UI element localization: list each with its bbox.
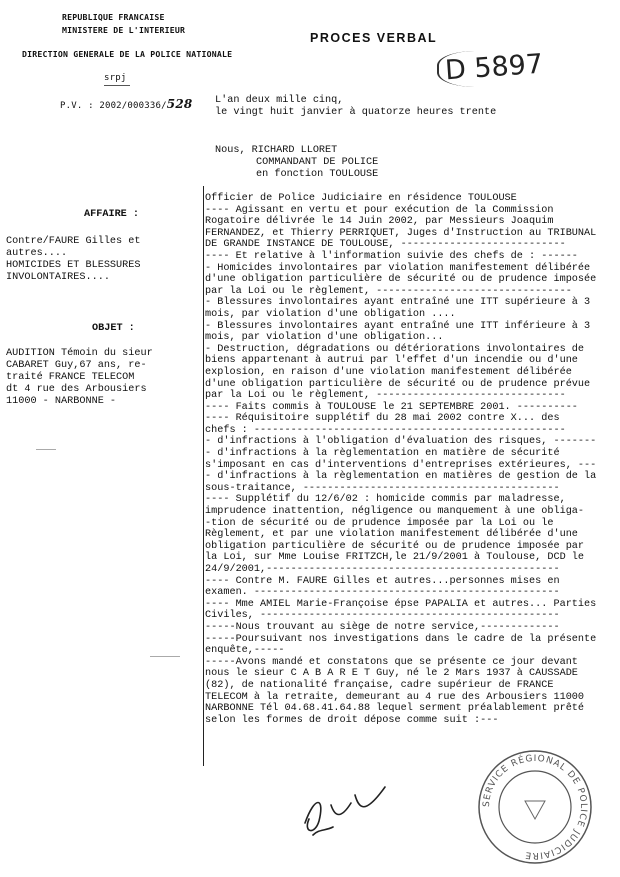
objet-line: dt 4 rue des Arbousiers — [6, 384, 147, 395]
body-line: mois, par violation d'une obligation... — [205, 332, 444, 344]
body-line: TELECOM à la retraite, demeurant au 4 rue des Arbousiers 11000 — [205, 691, 585, 703]
body-line: nous le sieur C A B A R E T Guy, né le 2 Mars 1937 à CAUSSADE — [205, 668, 578, 680]
body-line: - d'infractions à la règlementation en matière de sécurité — [205, 448, 560, 460]
body-line: DE GRANDE INSTANCE DE TOULOUSE, --------------------------- — [205, 239, 566, 251]
date-line-1: L'an deux mille cinq, — [215, 95, 344, 106]
body-line: FERNANDEZ, et Thierry PERRIQUET, Juges d'Instruction au TRIBUNAL — [205, 227, 597, 239]
body-line: ---- Réquisitoire supplétif du 28 mai 2002 contre X... des — [205, 413, 560, 425]
body-line: - Homicides involontaires par violation manifestement délibérée — [205, 262, 591, 274]
body-line: NARBONNE Tél 04.68.41.64.88 lequel serment préalablement prêté — [205, 703, 585, 715]
body-line: Officier de Police Judiciaire en résidence TOULOUSE — [205, 193, 517, 204]
body-line: (82), de nationalité française, cadre supérieur de FRANCE — [205, 679, 554, 691]
body-line: chefs : --------------------------------------------------- — [205, 424, 566, 436]
officer-name: Nous, RICHARD LLORET — [215, 145, 338, 156]
ministere-heading: MINISTERE DE L'INTERIEUR — [62, 25, 186, 35]
body-line: sous-traitance, ------------------------------------------ — [205, 482, 560, 494]
pv-number — [60, 97, 192, 111]
body-line: la Loi, sur Mme Louise FRITZCH,le 21/9/2001 à Toulouse, DCD le — [205, 552, 585, 564]
body-line: ---- Supplétif du 12/6/02 : homicide commis par maladresse, — [205, 494, 566, 506]
body-line: Rogatoire délivrée le 14 Juin 2002, par Messieurs Joaquim — [205, 216, 554, 228]
body-line: ---- Et relative à l'information suivie des chefs de : ------ — [205, 250, 578, 262]
body-line: imprudence inattention, négligence ou manquement à une obliga- — [205, 506, 585, 518]
body-line: - Destruction, dégradations ou détériorations involontaires de — [205, 343, 585, 355]
affaire-label: AFFAIRE : — [84, 209, 140, 220]
objet-label: OBJET : — [92, 323, 135, 334]
officer-rank: COMMANDANT DE POLICE — [256, 157, 379, 168]
body-line: Civiles, ------------------------------------------------- — [205, 610, 560, 622]
body-line: ---- Faits commis à TOULOUSE le 21 SEPTEMBRE 2001. ---------- — [205, 401, 578, 413]
body-line: biens appartenant à autrui par l'effet d'un incendie ou d'une — [205, 355, 578, 367]
direction-heading: DIRECTION GENERALE DE LA POLICE NATIONALE — [22, 49, 233, 59]
date-line-2: le vingt huit janvier à quatorze heures trente — [215, 107, 497, 118]
body-line: s'imposant en cas d'interventions d'entreprises extérieures, --- — [205, 459, 597, 471]
body-line: enquête,----- — [205, 645, 285, 657]
body-line: explosion, en raison d'une violation manifestement délibérée — [205, 366, 572, 378]
body-line: -----Avons mandé et constatons que se présente ce jour devant — [205, 656, 578, 668]
affaire-line: Contre/FAURE Gilles et — [6, 236, 141, 247]
service-code: srpj — [104, 73, 127, 83]
margin-mark — [36, 449, 56, 450]
page-title: PROCES VERBAL — [310, 31, 438, 45]
body-line: examen. -------------------------------------------------- — [205, 587, 560, 599]
body-line: - Blessures involontaires ayant entraîné une ITT inférieure à 3 — [205, 320, 591, 332]
handwritten-reference: D 5897 — [444, 48, 545, 87]
body-line: - d'infractions à l'obligation d'évaluation des risques, ------- — [205, 436, 597, 448]
signature-image — [285, 775, 405, 845]
body-line: par la Loi ou le règlement, ------------------------------- — [205, 390, 566, 402]
handwritten-d-stroke — [437, 51, 531, 87]
body-line: d'une obligation particulière de sécurité ou de prudence prévue — [205, 378, 591, 390]
stamp-ring-outer — [479, 751, 591, 863]
margin-rule — [203, 186, 204, 766]
body-line: selon les formes de droit dépose comme suit :--- — [205, 714, 499, 726]
body-line: Règlement, et par une violation manifestement délibérée d'une — [205, 529, 578, 541]
body-line: - Blessures involontaires ayant entraîné une ITT supérieure à 3 — [205, 297, 591, 309]
body-line: ---- Mme AMIEL Marie-Françoise épse PAPALIA et autres... Parties — [205, 598, 597, 610]
body-line: ---- Agissant en vertu et pour exécution de la Commission — [205, 204, 554, 216]
body-line: 24/9/2001,------------------------------------------------ — [205, 564, 560, 575]
affaire-line: autres.... — [6, 248, 68, 259]
body-text — [205, 193, 617, 726]
objet-line: AUDITION Témoin du sieur — [6, 348, 153, 359]
affaire-line: HOMICIDES ET BLESSURES — [6, 260, 141, 271]
body-line: -----Poursuivant nos investigations dans le cadre de la présente — [205, 633, 597, 645]
svg-text:SERVICE RÉGIONAL DE POLICE JUD — [482, 753, 588, 860]
objet-line: CABARET Guy,67 ans, re- — [6, 360, 147, 371]
officer-location: en fonction TOULOUSE — [256, 169, 379, 180]
objet-line: traité FRANCE TELECOM — [6, 372, 135, 383]
stamp-ring-inner — [499, 771, 571, 843]
body-line: mois, par violation d'une obligation .... — [205, 308, 456, 320]
pv-number-suffix: 528 — [166, 97, 193, 111]
body-line: ---- Contre M. FAURE Gilles et autres...personnes mises en — [205, 575, 560, 587]
pv-number-label: P.V. : 2002/000336/ — [60, 101, 167, 111]
body-line: obligation particulière de sécurité ou de prudence imposée par — [205, 540, 585, 552]
service-underline — [104, 85, 130, 86]
stamp-text: SERVICE RÉGIONAL DE POLICE JUDICIAIRE — [481, 753, 589, 861]
body-line: par la Loi ou le règlement, -------------------------------- — [205, 285, 572, 297]
stamp-emblem — [525, 801, 545, 819]
official-stamp-image — [470, 745, 600, 870]
body-line: -tion de sécurité ou de prudence imposée par la Loi ou le — [205, 517, 554, 529]
body-line: - d'infractions à la règlementation en matières de gestion de la — [205, 471, 597, 483]
body-line: -----Nous trouvant au siège de notre service,------------- — [205, 621, 560, 633]
margin-mark — [150, 656, 180, 657]
republique-heading: REPUBLIQUE FRANCAISE — [62, 12, 165, 22]
objet-line: 11000 - NARBONNE - — [6, 396, 117, 407]
affaire-line: INVOLONTAIRES.... — [6, 272, 110, 283]
body-line: d'une obligation particulière de sécurité ou de prudence imposée — [205, 274, 597, 286]
